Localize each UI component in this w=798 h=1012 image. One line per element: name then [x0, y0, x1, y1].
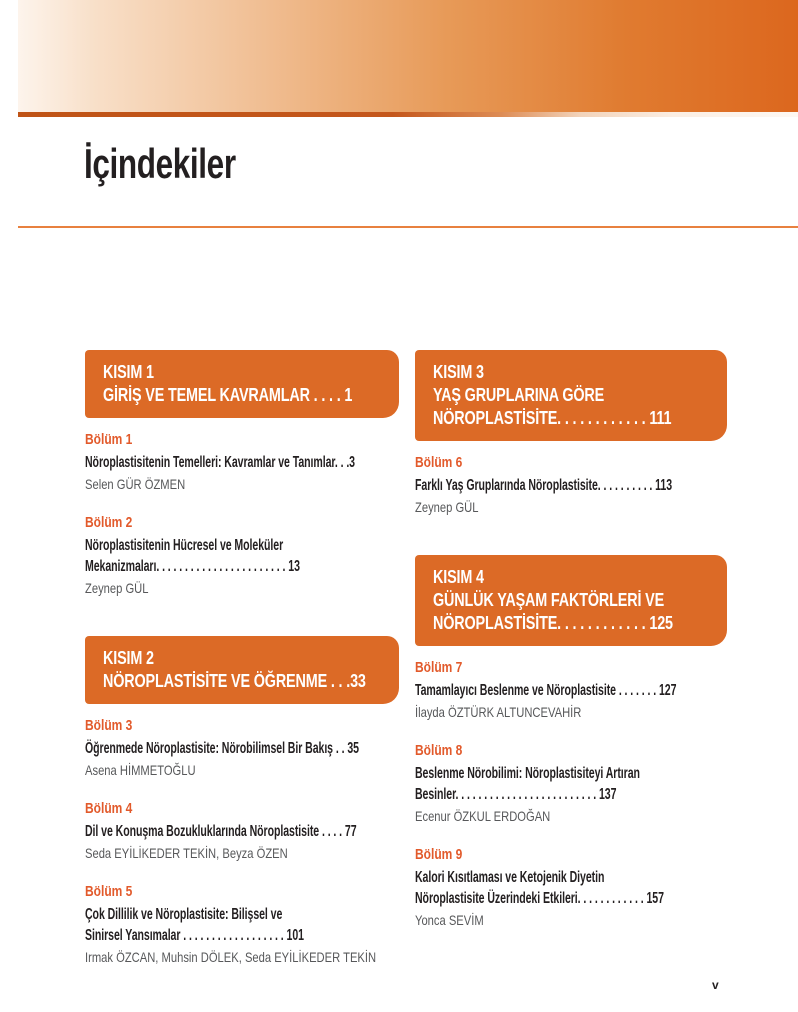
chapter-title: Öğrenmede Nöroplastisite: Nörobilimsel Bir Bakış . . 35 [85, 740, 359, 757]
chapter-label: Bölüm 3 [85, 717, 133, 734]
banner-underline [18, 112, 798, 117]
section-title-with-page: NÖROPLASTİSİTE. . . . . . . . . . . . 125 [433, 613, 673, 633]
section-header-kisim-3 [415, 350, 727, 441]
chapter-title: Nöroplastisitenin Hücresel ve Moleküler Mekanizmaları. . . . . . . . . . . . . . . . . . . . . . . 13 [85, 537, 300, 575]
section-header-kisim-1 [85, 350, 399, 418]
chapter-authors: Selen GÜR ÖZMEN [85, 476, 186, 492]
chapter-title: Tamamlayıcı Beslenme ve Nöroplastisite . . . . . . . 127 [415, 682, 677, 699]
chapter-authors: Irmak ÖZCAN, Muhsin DÖLEK, Seda EYİLİKEDER TEKİN [85, 949, 377, 965]
chapter-authors: Yonca SEVİM [415, 912, 484, 928]
section-header-kisim-2 [85, 636, 399, 704]
section-title-with-page: NÖROPLASTİSİTE VE ÖĞRENME . . .33 [103, 671, 366, 691]
toc-section-kisim-2 [85, 636, 399, 967]
chapter-entry-bolum-8 [415, 742, 727, 826]
chapter-entry-bolum-3 [85, 717, 399, 780]
section-title-with-page: GİRİŞ VE TEMEL KAVRAMLAR . . . . 1 [103, 385, 353, 405]
chapter-label: Bölüm 4 [85, 800, 133, 817]
section-header-kisim-4 [415, 555, 727, 646]
chapter-entry-bolum-5 [85, 883, 399, 967]
chapter-entry-bolum-4 [85, 800, 399, 863]
header-banner [18, 0, 798, 112]
chapter-authors: Zeynep GÜL [415, 499, 479, 515]
chapter-label: Bölüm 1 [85, 431, 133, 448]
toc-section-kisim-4 [415, 555, 727, 930]
page-number: v [712, 978, 719, 992]
chapter-title: Dil ve Konuşma Bozukluklarında Nöroplastisite . . . . 77 [85, 823, 357, 840]
chapter-entry-bolum-2 [85, 514, 399, 598]
chapter-authors: Zeynep GÜL [85, 580, 149, 596]
chapter-entry-bolum-1 [85, 431, 399, 494]
chapter-label: Bölüm 8 [415, 742, 463, 759]
chapter-authors: İlayda ÖZTÜRK ALTUNCEVAHİR [415, 704, 582, 720]
section-kicker: KISIM 2 [103, 648, 154, 668]
chapter-title: Beslenme Nörobilimi: Nöroplastisiteyi Artıran Besinler. . . . . . . . . . . . . . . . . . . . . . . . . 137 [415, 765, 640, 803]
chapter-entry-bolum-7 [415, 659, 727, 722]
section-title: YAŞ GRUPLARINA GÖRE [433, 385, 605, 405]
chapter-authors: Ecenur ÖZKUL ERDOĞAN [415, 808, 551, 824]
chapter-label: Bölüm 6 [415, 454, 463, 471]
toc-section-kisim-1 [85, 350, 399, 598]
title-rule [18, 226, 798, 228]
chapter-label: Bölüm 7 [415, 659, 463, 676]
chapter-label: Bölüm 2 [85, 514, 133, 531]
chapter-title: Nöroplastisitenin Temelleri: Kavramlar ve Tanımlar. . .3 [85, 454, 355, 471]
toc-section-kisim-3 [415, 350, 727, 517]
chapter-title: Kalori Kısıtlaması ve Ketojenik Diyetin Nöroplastisite Üzerindeki Etkileri. . . . . . . . . . . . 157 [415, 869, 664, 907]
section-title-with-page: NÖROPLASTİSİTE. . . . . . . . . . . . 111 [433, 408, 672, 428]
toc-column-left [85, 350, 399, 967]
chapter-authors: Asena HİMMETOĞLU [85, 762, 196, 778]
section-kicker: KISIM 3 [433, 362, 484, 382]
chapter-authors: Seda EYİLİKEDER TEKİN, Beyza ÖZEN [85, 845, 288, 861]
chapter-title: Çok Dillilik ve Nöroplastisite: Bilişsel ve Sinirsel Yansımalar . . . . . . . . . . . . . . . . . . 101 [85, 906, 304, 944]
chapter-label: Bölüm 5 [85, 883, 133, 900]
section-kicker: KISIM 1 [103, 362, 154, 382]
section-title: GÜNLÜK YAŞAM FAKTÖRLERİ VE [433, 590, 665, 610]
chapter-label: Bölüm 9 [415, 846, 463, 863]
chapter-title: Farklı Yaş Gruplarında Nöroplastisite. . . . . . . . . . 113 [415, 477, 673, 494]
section-kicker: KISIM 4 [433, 567, 484, 587]
chapter-entry-bolum-6 [415, 454, 727, 517]
page-title: İçindekiler [84, 140, 236, 187]
chapter-entry-bolum-9 [415, 846, 727, 930]
toc-column-right [415, 350, 727, 930]
